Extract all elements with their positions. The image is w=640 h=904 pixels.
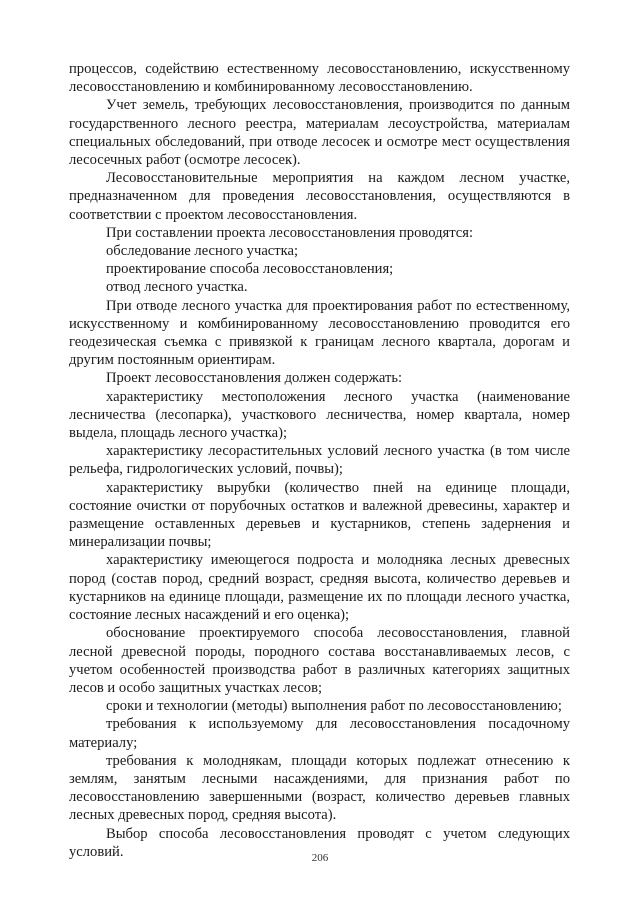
list-item: характеристику имеющегося подроста и молодняка лесных древесных пород (состав пород, средний возраст, средняя высота, количество деревьев и кустарников на единице площади, размещение их по площади лесного участка, состояние лесных насаждений и его оценка); bbox=[69, 552, 570, 624]
document-page bbox=[69, 60, 570, 861]
paragraph: При составлении проекта лесовосстановления проводятся: bbox=[106, 224, 474, 241]
list-item: требования к молоднякам, площади которых подлежат отнесению к землям, занятым лесными насаждениями, для признания работ по лесовосстановлению завершенными (возраст, количество деревьев главных лесных древесных пород, средняя высота). bbox=[69, 752, 570, 824]
list-item: обоснование проектируемого способа лесовосстановления, главной лесной древесной породы, породного состава восстанавливаемых лесов, с учетом особенностей производства работ в различных категориях защитных лесов и особо защитных участках лесов; bbox=[69, 625, 570, 696]
page-number: 206 bbox=[311, 852, 329, 864]
list-item: сроки и технологии (методы) выполнения работ по лесовосстановлению; bbox=[106, 698, 562, 715]
list-item: требования к используемому для лесовосстановления посадочному материалу; bbox=[69, 716, 570, 751]
paragraph: При отводе лесного участка для проектирования работ по естественному, искусственному и комбинированному лесовосстановлению проводится его геодезическая съемка с привязкой к границам лесного квартала, дорогам и другим постоянным ориентирам. bbox=[69, 297, 570, 369]
list-item: характеристику вырубки (количество пней на единице площади, состояние очистки от порубочных остатков и валежной древесины, характер и размещение оставленных деревьев и кустарников, степень задернения и минерализации почвы; bbox=[69, 479, 570, 551]
paragraph: Учет земель, требующих лесовосстановления, производится по данным государственного лесного реестра, материалам лесоустройства, материалам специальных обследований, при отводе лесосек и осмотре мест осуществления лесосечных работ (осмотре лесосек). bbox=[69, 97, 570, 169]
list-item: характеристику лесорастительных условий лесного участка (в том числе рельефа, гидрологических условий, почвы); bbox=[69, 443, 570, 478]
paragraph: процессов, содействию естественному лесовосстановлению, искусственному лесовосстановлению и комбинированному лесовосстановлению. bbox=[69, 61, 570, 96]
list-item: проектирование способа лесовосстановления; bbox=[106, 261, 394, 278]
paragraph: Лесовосстановительные мероприятия на каждом лесном участке, предназначенном для проведения лесовосстановления, осуществляются в соответствии с проектом лесовосстановления. bbox=[69, 170, 570, 223]
list-item: характеристику местоположения лесного участка (наименование лесничества (лесопарка), участкового лесничества, номер квартала, номер выдела, площадь лесного участка); bbox=[69, 388, 570, 442]
paragraph: Выбор способа лесовосстановления проводят с учетом следующих условий. bbox=[69, 825, 570, 860]
list-item: обследование лесного участка; bbox=[106, 243, 299, 260]
list-item: отвод лесного участка. bbox=[106, 279, 248, 296]
paragraph: Проект лесовосстановления должен содержать: bbox=[106, 370, 403, 387]
